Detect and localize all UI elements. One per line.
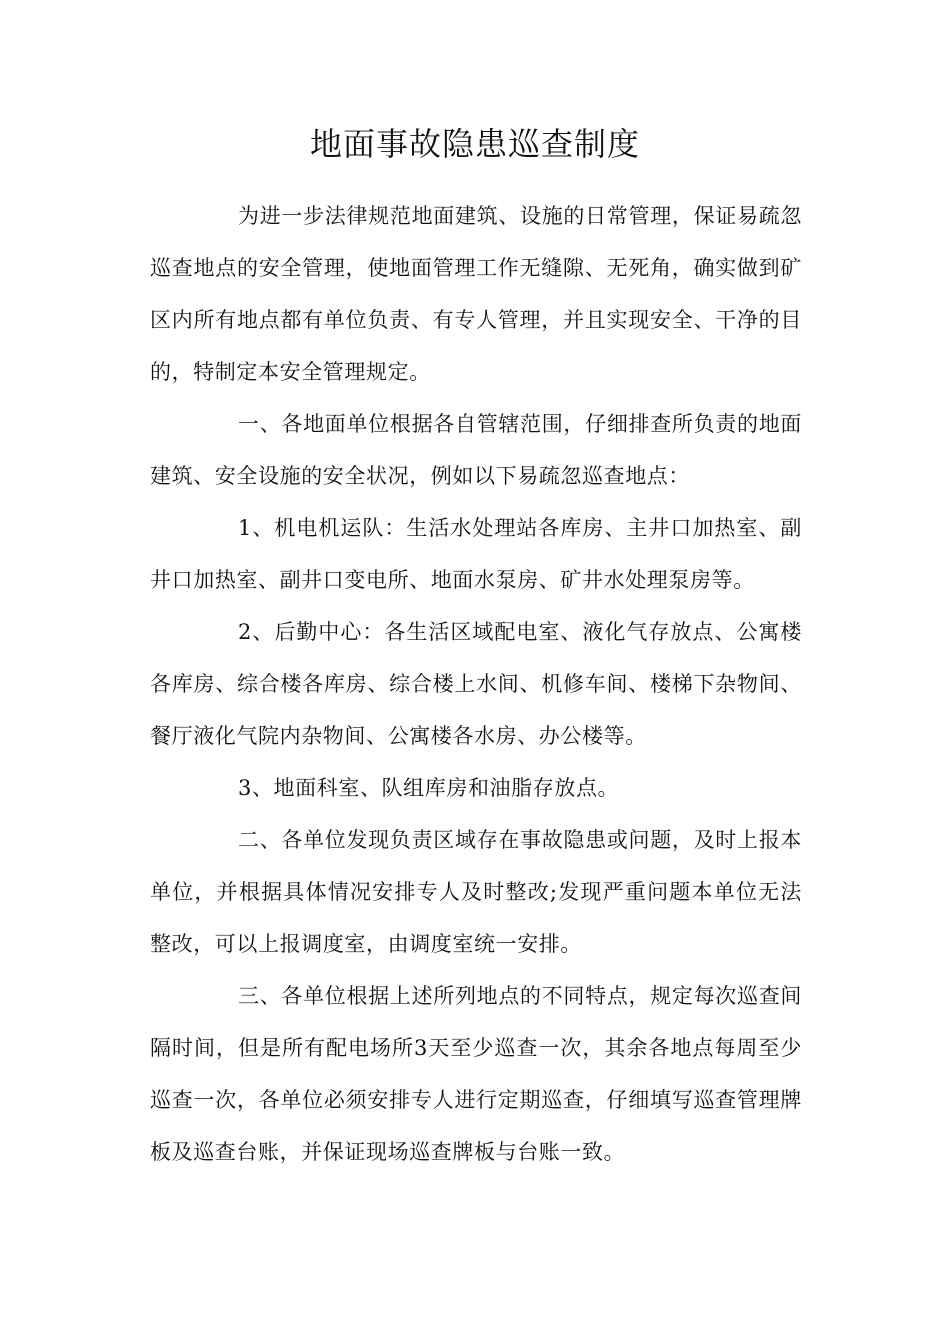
section-one-paragraph: 一、各地面单位根据各自管辖范围，仔细排查所负责的地面建筑、安全设施的安全状况，例如以下易疏忽巡查地点： xyxy=(150,412,802,488)
section-two-paragraph: 二、各单位发现负责区域存在事故隐患或问题，及时上报本单位，并根据具体情况安排专人及时整改;发现严重问题本单位无法整改，可以上报调度室，由调度室统一安排。 xyxy=(150,828,802,956)
intro-paragraph: 为进一步法律规范地面建筑、设施的日常管理，保证易疏忽巡查地点的安全管理，使地面管理工作无缝隙、无死角，确实做到矿区内所有地点都有单位负责、有专人管理，并且实现安全、干净的目的，特制定本安全管理规定。 xyxy=(150,204,802,384)
section-three-paragraph: 三、各单位根据上述所列地点的不同特点，规定每次巡查间隔时间，但是所有配电场所3天至少巡查一次，其余各地点每周至少巡查一次，各单位必须安排专人进行定期巡查，仔细填写巡查管理牌板及巡查台账，并保证现场巡查牌板与台账一致。 xyxy=(150,984,802,1164)
document-title: 地面事故隐患巡查制度 xyxy=(309,125,640,163)
list-item-logistics-center: 2、后勤中心：各生活区域配电室、液化气存放点、公寓楼各库房、综合楼各库房、综合楼上水间、机修车间、楼梯下杂物间、餐厅液化气院内杂物间、公寓楼各水房、办公楼等。 xyxy=(150,620,802,748)
list-item-mechanical-team: 1、机电机运队：生活水处理站各库房、主井口加热室、副井口加热室、副井口变电所、地面水泵房、矿井水处理泵房等。 xyxy=(150,516,802,592)
document-body xyxy=(150,190,802,1178)
list-item-ground-offices: 3、地面科室、队组库房和油脂存放点。 xyxy=(238,776,620,800)
